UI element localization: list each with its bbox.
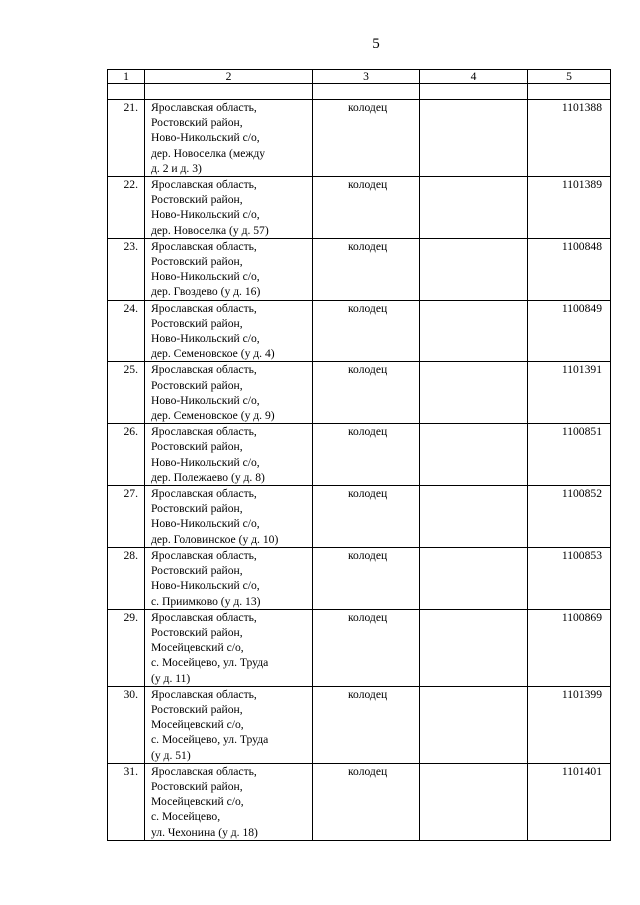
row-number: 26. [108,424,145,486]
address-cell: Ярославская область, Ростовский район, Ново-Никольский с/о, дер. Семеновское (у д. 4) [145,300,313,362]
column-header-3: 3 [313,70,420,84]
table-row [108,424,611,486]
spacer-row [108,84,611,100]
table-row [108,609,611,686]
column-header-5: 5 [528,70,611,84]
table-row [108,547,611,609]
code-cell: 1101388 [528,100,611,177]
code-cell: 1100849 [528,300,611,362]
column-4-cell [420,609,528,686]
column-4-cell [420,100,528,177]
object-type-cell: колодец [313,609,420,686]
code-cell: 1100869 [528,609,611,686]
address-cell: Ярославская область, Ростовский район, Мосейцевский с/о, с. Мосейцево, ул. Чехонина (у д. 18) [145,763,313,840]
object-type-cell: колодец [313,177,420,239]
address-cell: Ярославская область, Ростовский район, Ново-Никольский с/о, дер. Новоселка (у д. 57) [145,177,313,239]
object-type-cell: колодец [313,547,420,609]
column-4-cell [420,362,528,424]
table-row [108,763,611,840]
column-4-cell [420,763,528,840]
row-number: 24. [108,300,145,362]
code-cell: 1101401 [528,763,611,840]
column-4-cell [420,547,528,609]
column-4-cell [420,177,528,239]
spacer-cell [313,84,420,100]
spacer-cell [145,84,313,100]
table-body [108,70,611,841]
row-number: 31. [108,763,145,840]
code-cell: 1101391 [528,362,611,424]
address-cell: Ярославская область, Ростовский район, Ново-Никольский с/о, дер. Новоселка (между д. 2 и д. 3) [145,100,313,177]
code-cell: 1101399 [528,686,611,763]
spacer-cell [420,84,528,100]
code-cell: 1100851 [528,424,611,486]
table-row [108,686,611,763]
table-row [108,177,611,239]
column-header-1: 1 [108,70,145,84]
object-type-cell: колодец [313,763,420,840]
address-cell: Ярославская область, Ростовский район, Ново-Никольский с/о, дер. Полежаево (у д. 8) [145,424,313,486]
object-type-cell: колодец [313,300,420,362]
column-4-cell [420,486,528,548]
column-4-cell [420,686,528,763]
spacer-cell [108,84,145,100]
column-header-4: 4 [420,70,528,84]
row-number: 30. [108,686,145,763]
column-4-cell [420,300,528,362]
table-row [108,300,611,362]
code-cell: 1101389 [528,177,611,239]
code-cell: 1100852 [528,486,611,548]
row-number: 27. [108,486,145,548]
column-number-row [108,70,611,84]
row-number: 29. [108,609,145,686]
object-type-cell: колодец [313,486,420,548]
table-row [108,238,611,300]
object-type-cell: колодец [313,238,420,300]
row-number: 22. [108,177,145,239]
address-cell: Ярославская область, Ростовский район, Ново-Никольский с/о, с. Приимково (у д. 13) [145,547,313,609]
address-cell: Ярославская область, Ростовский район, Мосейцевский с/о, с. Мосейцево, ул. Труда (у д. 11) [145,609,313,686]
address-cell: Ярославская область, Ростовский район, Мосейцевский с/о, с. Мосейцево, ул. Труда (у д. 51) [145,686,313,763]
page-number: 5 [372,36,380,52]
code-cell: 1100848 [528,238,611,300]
column-4-cell [420,238,528,300]
object-type-cell: колодец [313,686,420,763]
table-row [108,362,611,424]
object-type-cell: колодец [313,100,420,177]
table-row [108,100,611,177]
row-number: 23. [108,238,145,300]
column-header-2: 2 [145,70,313,84]
column-4-cell [420,424,528,486]
spacer-cell [528,84,611,100]
address-cell: Ярославская область, Ростовский район, Ново-Никольский с/о, дер. Головинское (у д. 10) [145,486,313,548]
code-cell: 1100853 [528,547,611,609]
row-number: 25. [108,362,145,424]
table-row [108,486,611,548]
address-cell: Ярославская область, Ростовский район, Ново-Никольский с/о, дер. Семеновское (у д. 9) [145,362,313,424]
row-number: 21. [108,100,145,177]
object-type-cell: колодец [313,424,420,486]
address-cell: Ярославская область, Ростовский район, Ново-Никольский с/о, дер. Гвоздево (у д. 16) [145,238,313,300]
object-type-cell: колодец [313,362,420,424]
row-number: 28. [108,547,145,609]
wells-register-table [107,69,611,841]
